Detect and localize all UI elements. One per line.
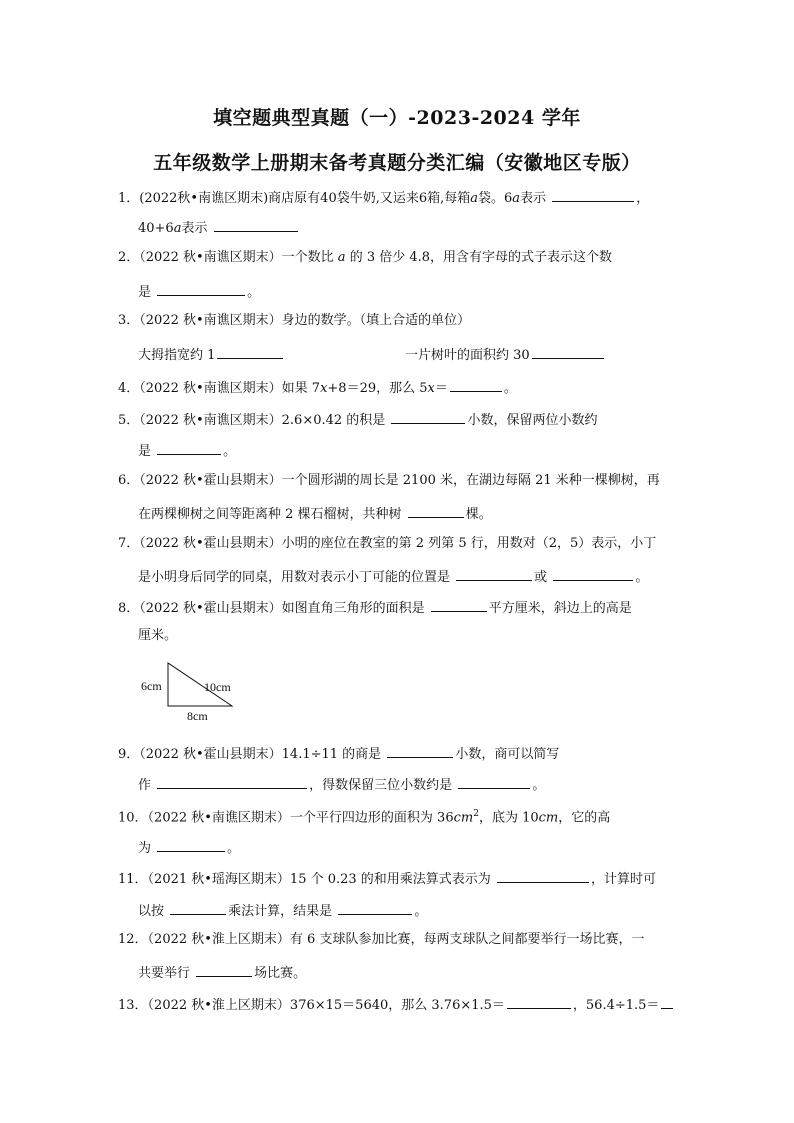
unit-cm: cm	[453, 810, 474, 826]
question-10-text-e: 。	[227, 841, 241, 856]
answer-blank[interactable]	[456, 567, 532, 581]
question-2-text-b: 的 3 倍少 4.8，用含有字母的式子表示这个数	[349, 250, 613, 265]
question-9-text-e: 。	[532, 778, 546, 793]
answer-blank[interactable]	[170, 901, 226, 915]
question-8-line2	[138, 628, 177, 644]
question-6-text-c: 棵。	[465, 507, 492, 522]
question-4-text-d: 。	[503, 381, 517, 396]
answer-blank[interactable]	[661, 995, 673, 1009]
answer-blank[interactable]	[214, 218, 298, 232]
question-4-text-b: +8＝29，那么 5	[327, 381, 428, 396]
variable-a: a	[337, 250, 346, 265]
question-7-text: 7．（2022 秋•霍山县期末）小明的座位在教室的第 2 列第 5 行，用数对（2，5）表示，小丁	[118, 536, 657, 551]
question-12-text-c: 场比赛。	[254, 966, 307, 981]
question-1-text-e: 表示	[181, 221, 208, 236]
variable-x: x	[427, 381, 435, 396]
question-6-text: 6．（2022 秋•霍山县期末）一个圆形湖的周长是 2100 米，在湖边每隔 21 米种一棵柳树，再	[118, 473, 660, 488]
answer-blank[interactable]	[157, 282, 245, 296]
question-5-line2	[138, 441, 236, 460]
question-3-right-text: 一片树叶的面积约 30	[405, 348, 530, 363]
answer-blank[interactable]	[196, 963, 252, 977]
answer-blank[interactable]	[338, 901, 412, 915]
question-7-text-d: 。	[635, 570, 649, 585]
question-5-text: 5．（2022 秋•南谯区期末）2.6×0.42 的积是	[118, 413, 386, 428]
unit-cm: cm	[538, 810, 559, 826]
question-10-text-d: 为	[138, 841, 152, 856]
answer-blank[interactable]	[157, 775, 307, 789]
question-4	[118, 378, 517, 397]
superscript-2: 2	[473, 809, 479, 819]
question-8-text-c: 厘米。	[138, 628, 178, 643]
question-13	[118, 995, 675, 1014]
triangle-hypotenuse-label: 10cm	[204, 680, 231, 694]
question-12-text-b: 共要举行	[138, 966, 191, 981]
question-3-text: 3．（2022 秋•南谯区期末）身边的数学。（填上合适的单位）	[118, 313, 471, 328]
question-10-text-c: ，它的高	[558, 810, 611, 826]
question-12	[118, 932, 644, 948]
question-8-text: 8．（2022 秋•霍山县期末）如图直角三角形的面积是	[118, 601, 425, 616]
page-title-line2: 五年级数学上册期末备考真题分类汇编（安徽地区专版）	[153, 152, 641, 174]
question-9-text: 9．（2022 秋•霍山县期末）14.1÷11 的商是	[118, 747, 382, 762]
question-11-text-b: ，计算时可	[590, 872, 656, 887]
answer-blank[interactable]	[507, 995, 571, 1009]
question-3-right	[405, 345, 606, 364]
variable-a: a	[512, 191, 521, 206]
question-3-left-text: 大拇指宽约 1	[138, 348, 216, 363]
variable-a: a	[470, 191, 479, 206]
question-11	[118, 869, 656, 888]
answer-blank[interactable]	[387, 744, 453, 758]
question-7-text-b: 是小明身后同学的同桌，用数对表示小丁可能的位置是	[138, 570, 451, 585]
question-11-text: 11．（2021 秋•瑶海区期末）15 个 0.23 的和用乘法算式表示为	[118, 872, 491, 887]
answer-blank[interactable]	[552, 188, 634, 202]
triangle-side-label: 6cm	[141, 679, 162, 693]
variable-x: x	[320, 381, 328, 396]
question-7	[118, 536, 656, 552]
answer-blank[interactable]	[431, 598, 487, 612]
answer-blank[interactable]	[553, 567, 633, 581]
question-1-text-b: 袋。6	[478, 191, 513, 206]
question-9-text-b: 小数，商可以简写	[455, 747, 560, 762]
question-12-line2	[138, 963, 306, 982]
answer-blank[interactable]	[157, 838, 225, 852]
question-8-text-b: 平方厘米，斜边上的高是	[488, 601, 632, 616]
question-8	[118, 598, 632, 617]
question-13-text-b: ，56.4÷1.5＝	[572, 998, 660, 1013]
question-7-text-c: 或	[534, 570, 548, 585]
question-9	[118, 744, 559, 763]
answer-blank[interactable]	[532, 345, 604, 359]
question-4-text: 4．（2022 秋•南谯区期末）如果 7	[118, 381, 321, 396]
question-2-text: 2．（2022 秋•南谯区期末）一个数比	[118, 250, 334, 265]
question-11-text-e: 。	[414, 904, 428, 919]
question-13-text: 13．（2022 秋•淮上区期末）376×15＝5640，那么 3.76×1.5＝	[118, 998, 505, 1013]
question-11-text-c: 以按	[138, 904, 165, 919]
question-3	[118, 313, 470, 329]
question-6-text-b: 在两棵柳树之间等距离种 2 棵石榴树，共种树	[138, 507, 402, 522]
answer-blank[interactable]	[450, 378, 502, 392]
question-10-line2	[138, 838, 240, 857]
question-1-expr: 40+6	[138, 221, 174, 236]
question-2-text-d: 。	[247, 285, 261, 300]
question-5	[118, 410, 597, 429]
question-11-line2	[138, 901, 427, 920]
question-2-line2	[138, 282, 260, 301]
question-2-text-c: 是	[138, 285, 152, 300]
question-6-line2	[138, 504, 492, 523]
question-5-text-b: 小数，保留两位小数约	[467, 413, 598, 428]
question-1	[118, 188, 649, 207]
question-1-text-d: ，	[636, 191, 650, 206]
question-10	[118, 806, 610, 826]
triangle-base-label: 8cm	[187, 709, 208, 723]
question-5-text-c: 是	[138, 444, 152, 459]
question-1-text-c: 表示	[520, 191, 547, 206]
question-2	[118, 250, 612, 266]
answer-blank[interactable]	[497, 869, 589, 883]
page-title-line1: 填空题典型真题（一）-2023-2024 学年	[213, 107, 581, 129]
question-4-text-c: ＝	[434, 381, 448, 396]
question-1-line2	[138, 218, 300, 237]
answer-blank[interactable]	[408, 504, 464, 518]
answer-blank[interactable]	[157, 441, 221, 455]
question-11-text-d: 乘法计算，结果是	[228, 904, 333, 919]
variable-a: a	[173, 221, 182, 236]
question-9-text-c: 作	[138, 778, 152, 793]
question-10-text: 10．（2022 秋•南谯区期末）一个平行四边形的面积为 36	[118, 810, 454, 826]
question-5-text-d: 。	[223, 444, 237, 459]
answer-blank[interactable]	[391, 410, 465, 424]
question-7-line2	[138, 567, 648, 586]
question-1-text: 1．(2022秋•南谯区期末)商店原有40袋牛奶,又运来6箱,每箱	[118, 191, 471, 206]
question-9-text-d: ，得数保留三位小数约是	[309, 778, 453, 793]
question-9-line2	[138, 775, 545, 794]
question-12-text: 12．（2022 秋•淮上区期末）有 6 支球队参加比赛，每两支球队之间都要举行一场比赛，一	[118, 932, 645, 947]
question-3-left	[138, 345, 285, 364]
answer-blank[interactable]	[458, 775, 530, 789]
answer-blank[interactable]	[217, 345, 283, 359]
question-10-text-b: ，底为 10	[478, 810, 539, 826]
question-6	[118, 473, 660, 489]
